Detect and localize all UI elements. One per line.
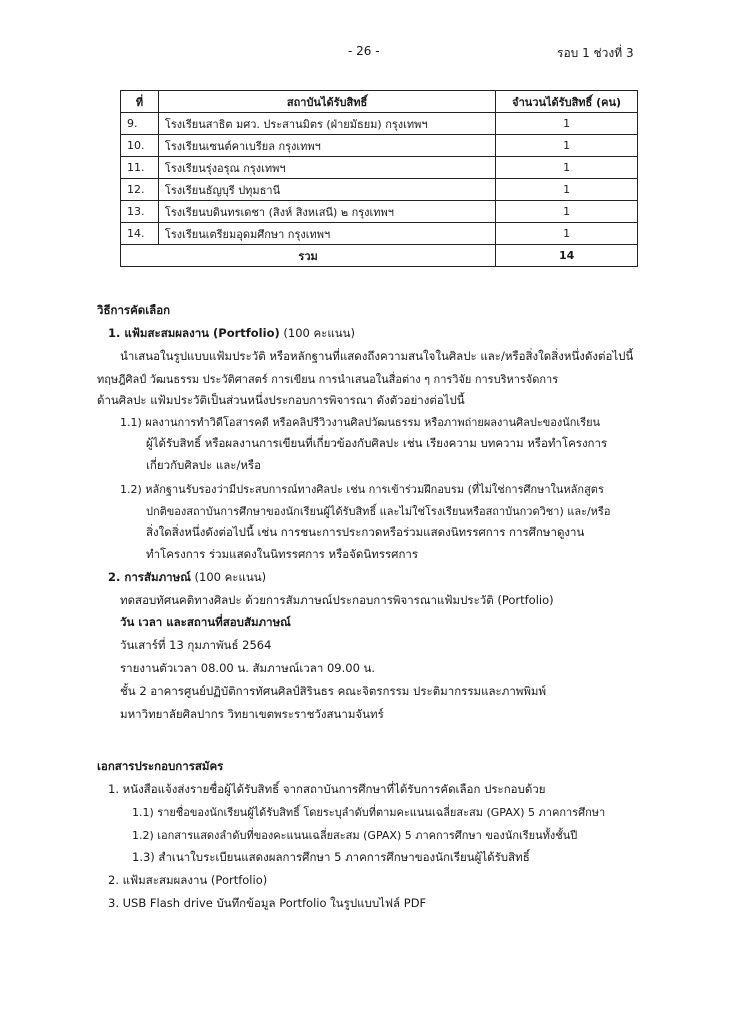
schedule-heading: วัน เวลา และสถานที่สอบสัมภาษณ์ [120,615,291,629]
document-sub-item: 1.2) เอกสารแสดงลำดับที่ของคะแนนเฉลี่ยสะสม (GPAX) 5 ภาคการศึกษา ของนักเรียนทั้งชั้นปี [132,829,578,842]
row-count: 1 [496,135,638,157]
portfolio-item-1-2: 1.2) หลักฐานรับรองว่ามีประสบการณ์ทางศิลปะ เช่น การเข้าร่วมฝึกอบรม (ที่ไม่ใช่การศึกษาในหลักสูตร [120,483,604,496]
schedule-place: ชั้น 2 อาคารศูนย์ปฏิบัติการทัศนศิลป์สิรินธร คณะจิตรกรรม ประติมากรรมและภาพพิมพ์ [120,684,547,698]
document-sub-item: 1.3) สำเนาใบระเบียนแสดงผลการศึกษา 5 ภาคการศึกษาของนักเรียนผู้ได้รับสิทธิ์ [132,850,530,864]
interview-title: 2. การสัมภาษณ์ [108,570,191,584]
portfolio-item-1-1-cont: ผู้ได้รับสิทธิ์ หรือผลงานการเขียนที่เกี่ยวข้องกับศิลปะ เช่น เรียงความ บทความ หรือทำโครงการ [146,436,608,450]
row-institution: โรงเรียนเซนต์คาเบรียล กรุงเทพฯ [158,135,495,157]
row-count: 1 [496,201,638,223]
table-row [121,157,638,179]
row-institution: โรงเรียนสาธิต มศว. ประสานมิตร (ฝ่ายมัธยม) กรุงเทพฯ [158,113,495,135]
column-header-no: ที่ [121,91,159,113]
portfolio-title: 1. แฟ้มสะสมผลงาน (Portfolio) [108,326,280,340]
interview-desc: ทดสอบทัศนคติทางศิลปะ ด้วยการสัมภาษณ์ประกอบการพิจารณาแฟ้มประวัติ (Portfolio) [120,593,554,607]
portfolio-line [108,325,355,343]
round-label: รอบ 1 ช่วงที่ 3 [557,46,634,60]
total-label: รวม [121,245,496,267]
row-institution: โรงเรียนเตรียมอุดมศึกษา กรุงเทพฯ [158,223,495,245]
portfolio-desc-line: ด้านศิลปะ แฟ้มประวัติเป็นส่วนหนึ่งประกอบการพิจารณา ดังตัวอย่างต่อไปนี้ [97,393,465,407]
row-count: 1 [496,223,638,245]
row-count: 1 [496,179,638,201]
row-institution: โรงเรียนธัญบุรี ปทุมธานี [158,179,495,201]
portfolio-item-1-1: 1.1) ผลงานการทำวิดีโอสารคดี หรือคลิปรีวิวงานศิลปวัฒนธรรม หรือภาพถ่ายผลงานศิลปะของนักเรียน [120,416,601,429]
table-header-row [121,91,638,113]
row-number: 10. [121,135,159,157]
interview-score: (100 คะแนน) [190,570,267,584]
document-item: 1. หนังสือแจ้งส่งรายชื่อผู้ได้รับสิทธิ์ จากสถาบันการศึกษาที่ได้รับการคัดเลือก ประกอบด้วย [108,782,546,796]
portfolio-desc-line: ทฤษฎีศิลป์ วัฒนธรรม ประวัติศาสตร์ การเขียน การนำเสนอในสื่อต่าง ๆ การวิจัย การบริหารจัดการ [97,373,559,386]
total-value: 14 [496,245,638,267]
table-total-row [121,245,638,267]
page-number: - 26 - [348,44,380,58]
column-header-institution: สถาบันได้รับสิทธิ์ [158,91,495,113]
portfolio-item-1-2-cont: ปกติของสถาบันการศึกษาของนักเรียนผู้ได้รับสิทธิ์ และไม่ใช่โรงเรียนหรือสถาบันกวดวิชา) และ/หรือ [146,505,611,518]
document-item: 2. แฟ้มสะสมผลงาน (Portfolio) [108,873,268,887]
table-row [121,135,638,157]
selection-heading: วิธีการคัดเลือก [97,303,171,317]
schedule-place: มหาวิทยาลัยศิลปากร วิทยาเขตพระราชวังสนามจันทร์ [120,707,384,721]
document-item: 3. USB Flash drive บันทึกข้อมูล Portfolio ในรูปแบบไฟล์ PDF [108,896,427,910]
row-count: 1 [496,113,638,135]
row-number: 14. [121,223,159,245]
portfolio-desc-line: นำเสนอในรูปแบบแฟ้มประวัติ หรือหลักฐานที่แสดงถึงความสนใจในศิลปะ และ/หรือสิ่งใดสิ่งหนึ่งดังต่อไปนี้ [120,349,634,363]
row-count: 1 [496,157,638,179]
table-row [121,113,638,135]
table-row [121,201,638,223]
row-institution: โรงเรียนรุ่งอรุณ กรุงเทพฯ [158,157,495,179]
portfolio-item-1-2-cont: ทำโครงการ ร่วมแสดงในนิทรรศการ หรือจัดนิทรรศการ [146,547,419,561]
documents-heading: เอกสารประกอบการสมัคร [97,759,224,773]
row-number: 12. [121,179,159,201]
row-number: 9. [121,113,159,135]
row-number: 13. [121,201,159,223]
table-row [121,179,638,201]
row-number: 11. [121,157,159,179]
portfolio-item-1-1-cont: เกี่ยวกับศิลปะ และ/หรือ [146,458,262,472]
schedule-date: วันเสาร์ที่ 13 กุมภาพันธ์ 2564 [120,638,272,652]
document-sub-item: 1.1) รายชื่อของนักเรียนผู้ได้รับสิทธิ์ โดยระบุลำดับที่ตามคะแนนเฉลี่ยสะสม (GPAX) 5 ภาคการศึกษา [132,806,606,819]
table-row [121,223,638,245]
schedule-time: รายงานตัวเวลา 08.00 น. สัมภาษณ์เวลา 09.00 น. [120,661,376,675]
allocation-table [120,90,638,267]
interview-line [108,569,266,587]
row-institution: โรงเรียนบดินทรเดชา (สิงห์ สิงหเสนี) ๒ กรุงเทพฯ [158,201,495,223]
portfolio-item-1-2-cont: สิ่งใดสิ่งหนึ่งดังต่อไปนี้ เช่น การชนะการประกวดหรือร่วมแสดงนิทรรศการ การศึกษาดูงาน [146,525,585,539]
column-header-count: จำนวนได้รับสิทธิ์ (คน) [496,91,638,113]
portfolio-score: (100 คะแนน) [279,326,355,340]
